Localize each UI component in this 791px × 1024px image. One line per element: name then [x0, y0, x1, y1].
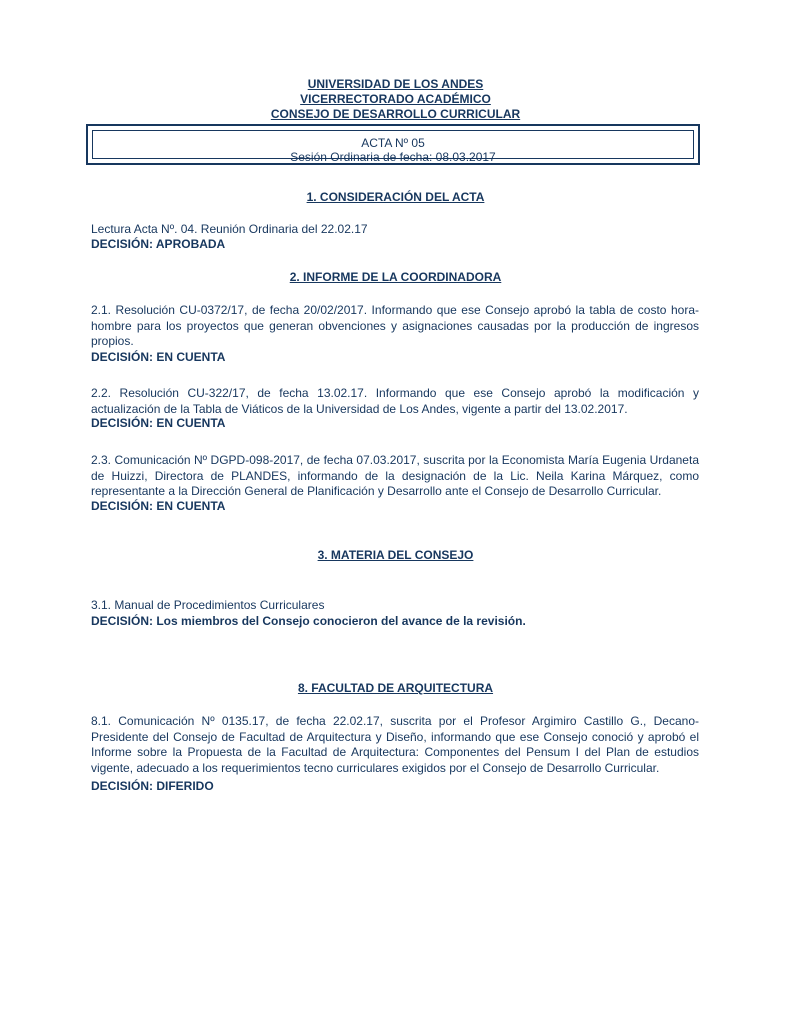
- acta-session: Sesión Ordinaria de fecha: 08.03.2017: [290, 150, 496, 164]
- item-3-1-text: 3.1. Manual de Procedimientos Curriculares: [91, 598, 325, 612]
- section-2-heading: 2. INFORME DE LA COORDINADORA: [289, 270, 502, 284]
- item-2-1-text: 2.1. Resolución CU-0372/17, de fecha 20/02/2017. Informando que ese Consejo aprobó la tabla de costo hora-hombre para los proyectos que generan obvenciones y asignaciones causadas por la producción de ingresos propios.: [91, 303, 699, 348]
- section-3-heading: 3. MATERIA DEL CONSEJO: [317, 548, 474, 562]
- header-consejo: CONSEJO DE DESARROLLO CURRICULAR: [270, 107, 521, 121]
- item-3-1-decision: DECISIÓN: Los miembros del Consejo conocieron del avance de la revisión.: [91, 614, 526, 628]
- section-1-heading: 1. CONSIDERACIÓN DEL ACTA: [306, 190, 485, 204]
- item-2-2-decision: DECISIÓN: EN CUENTA: [91, 416, 226, 430]
- section-8-heading: 8. FACULTAD DE ARQUITECTURA: [297, 681, 494, 695]
- acta-title: ACTA Nº 05: [361, 136, 425, 150]
- item-2-2-text: 2.2. Resolución CU-322/17, de fecha 13.02.17. Informando que ese Consejo aprobó la modificación y actualización de la Tabla de Viáticos de la Universidad de Los Andes, vigente a partir del 13.02.2017.: [91, 386, 699, 416]
- item-2-1-decision: DECISIÓN: EN CUENTA: [91, 350, 226, 364]
- item-2-3-decision: DECISIÓN: EN CUENTA: [91, 499, 226, 513]
- section-1-decision: DECISIÓN: APROBADA: [91, 237, 226, 251]
- acta-box-inner: [92, 130, 694, 164]
- item-2-3-text: 2.3. Comunicación Nº DGPD-098-2017, de fecha 07.03.2017, suscrita por la Economista María Eugenia Urdaneta de Huizzi, Directora de PLANDES, informando de la designación de la Lic. Neila Karina Márquez, como representante a la Dirección General de Planificación y Desarrollo ante el Consejo de Desarrollo Curricular.: [91, 453, 699, 498]
- item-8-1-decision: DECISIÓN: DIFERIDO: [91, 779, 214, 793]
- acta-box: [86, 124, 700, 165]
- section-1-text: Lectura Acta Nº. 04. Reunión Ordinaria del 22.02.17: [91, 222, 368, 236]
- header-university: UNIVERSIDAD DE LOS ANDES: [307, 77, 484, 91]
- header-vicerrectorado: VICERRECTORADO ACADÉMICO: [300, 92, 491, 106]
- item-8-1-text: 8.1. Comunicación Nº 0135.17, de fecha 22.02.17, suscrita por el Profesor Argimiro Castillo G., Decano-Presidente del Consejo de Facultad de Arquitectura y Diseño, informando que ese Consejo conoció y aprobó el Informe sobre la Propuesta de la Facultad de Arquitectura: Componentes del Pensum I del Plan de estudios vigente, adecuado a los requerimientos tecno curriculares exigidos por el Consejo de Desarrollo Curricular.: [91, 714, 699, 775]
